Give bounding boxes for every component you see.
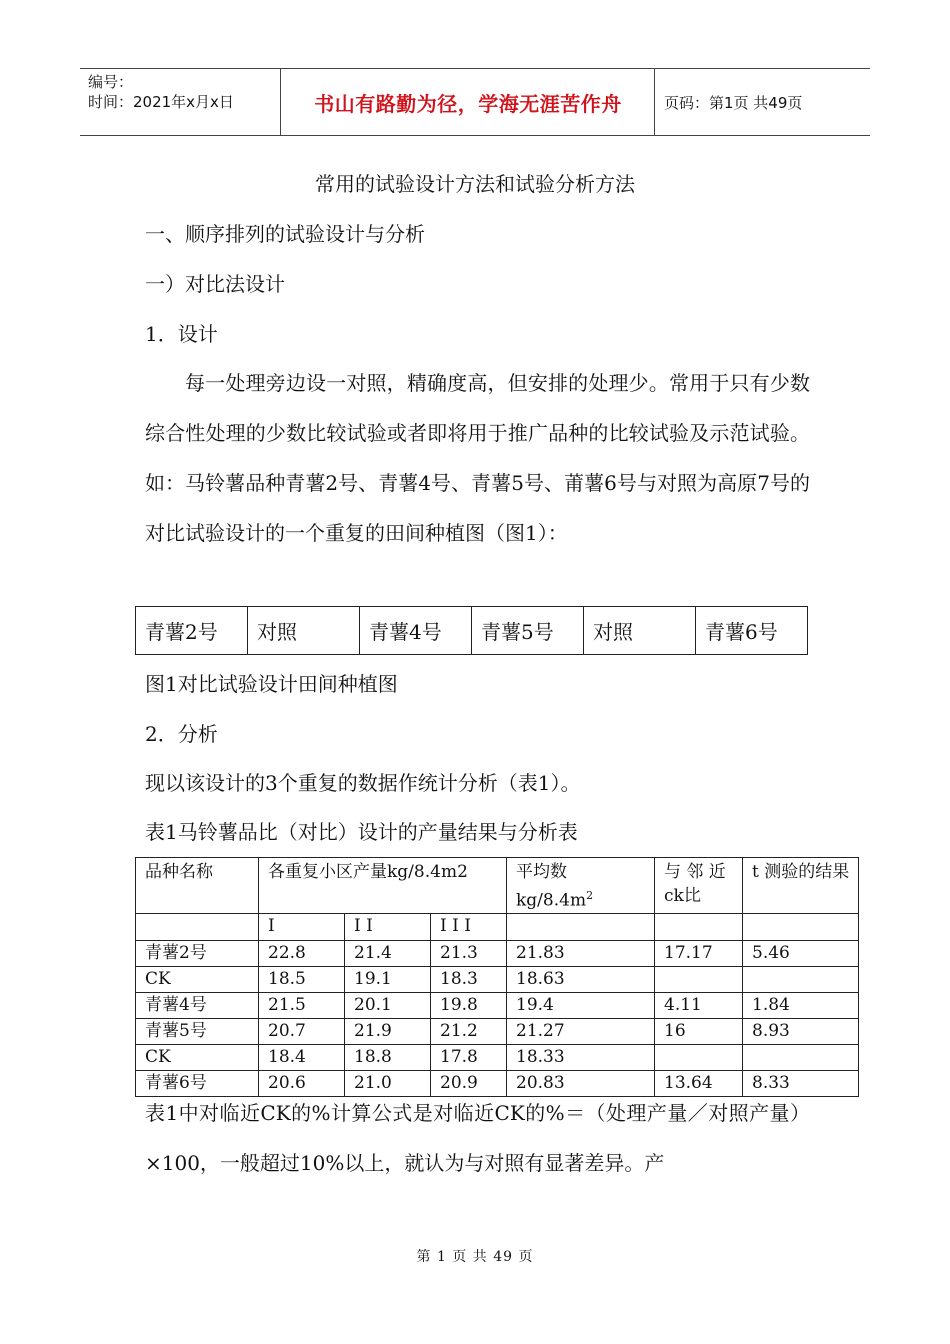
plot-cell: 青薯2号 [136,607,248,655]
empty-cell [743,913,859,940]
header-mean-line2: kg/8.4m [516,890,587,911]
cell-variety: CK [136,1044,259,1070]
cell-rep2: 19.1 [345,966,431,992]
figure-caption: 图1对比试验设计田间种植图 [145,672,398,696]
table-header-row [136,858,859,914]
cell-mean: 18.33 [507,1044,655,1070]
cell-variety: CK [136,966,259,992]
header-divider [280,68,281,136]
cell-rep2: 21.0 [345,1070,431,1096]
item-heading: 1．设计 [145,322,218,346]
header-ratio: 与 邻 近 ck比 [655,858,743,914]
table-row [136,1018,859,1044]
cell-rep1: 21.5 [259,992,345,1018]
date-label: 时间：2021年x月x日 [88,93,234,111]
paragraph-design: 每一处理旁边设一对照，精确度高，但安排的处理少。常用于只有少数综合性处理的少数比较试验或者即将用于推广品种的比较试验及示范试验。如：马铃薯品种青薯2号、青薯4号、青薯5号、莆薯6号与对照为高原7号的对比试验设计的一个重复的田间种植图（图1）： [145,371,810,545]
cell-variety: 青薯4号 [136,992,259,1018]
cell-ttest: 1.84 [743,992,859,1018]
cell-rep3: 19.8 [431,992,507,1018]
cell-rep3: 21.2 [431,1018,507,1044]
document-title: 常用的试验设计方法和试验分析方法 [315,172,635,196]
plot-cell: 青薯5号 [472,607,584,655]
header-plot-yield: 各重复小区产量kg/8.4m2 [259,858,507,914]
number-label: 编号： [88,73,134,91]
cell-ratio: 4.11 [655,992,743,1018]
empty-cell [655,913,743,940]
cell-rep3: 17.8 [431,1044,507,1070]
header-meta [88,72,234,112]
cell-ttest: 8.93 [743,1018,859,1044]
table-subheader-row [136,913,859,940]
subsection-heading: 一）对比法设计 [145,272,285,296]
cell-rep1: 20.6 [259,1070,345,1096]
page-footer: 第 1 页 共 49 页 [416,1249,534,1265]
header-top-rule [80,68,870,69]
header-divider [654,68,655,136]
cell-rep2: 18.8 [345,1044,431,1070]
plot-cell: 青薯6号 [696,607,808,655]
header-mean-line1: 平均数 [516,862,567,882]
plot-cell: 对照 [584,607,696,655]
cell-ratio [655,1044,743,1070]
cell-rep2: 21.9 [345,1018,431,1044]
cell-ttest [743,1044,859,1070]
header-ttest: t 测验的结果 [743,858,859,914]
cell-mean: 19.4 [507,992,655,1018]
item-heading: 2．分析 [145,722,218,746]
table-row [136,992,859,1018]
cell-ratio: 13.64 [655,1070,743,1096]
yield-table [135,857,859,1097]
subheader-rep3: I I I [431,913,507,940]
section-heading: 一、顺序排列的试验设计与分析 [145,222,425,246]
table-row [136,940,859,966]
cell-ttest: 5.46 [743,940,859,966]
header-motto: 书山有路勤为径，学海无涯苦作舟 [314,92,622,116]
cell-rep1: 22.8 [259,940,345,966]
plot-cell: 青薯4号 [360,607,472,655]
cell-variety: 青薯6号 [136,1070,259,1096]
subheader-rep1: I [259,913,345,940]
paragraph-formula: 表1中对临近CK的%计算公式是对临近CK的%＝（处理产量／对照产量） ×100，一般超过10%以上，就认为与对照有显著差异。产 [145,1101,810,1175]
empty-cell [507,913,655,940]
cell-mean: 21.27 [507,1018,655,1044]
cell-rep3: 21.3 [431,940,507,966]
empty-cell [136,913,259,940]
cell-rep2: 21.4 [345,940,431,966]
header-page-info: 页码：第1页 共49页 [664,94,803,112]
cell-variety: 青薯5号 [136,1018,259,1044]
table-row [136,1044,859,1070]
cell-ttest [743,966,859,992]
cell-ratio: 16 [655,1018,743,1044]
cell-mean: 21.83 [507,940,655,966]
cell-ratio [655,966,743,992]
subheader-rep2: I I [345,913,431,940]
field-layout-figure [135,606,808,655]
cell-variety: 青薯2号 [136,940,259,966]
header-bottom-rule [80,135,870,136]
cell-ttest: 8.33 [743,1070,859,1096]
cell-rep2: 20.1 [345,992,431,1018]
cell-rep1: 18.5 [259,966,345,992]
header-mean [507,858,655,914]
plot-cell: 对照 [248,607,360,655]
cell-ratio: 17.17 [655,940,743,966]
cell-rep3: 18.3 [431,966,507,992]
table-row [136,966,859,992]
table-caption: 表1马铃薯品比（对比）设计的产量结果与分析表 [145,820,578,844]
cell-rep1: 20.7 [259,1018,345,1044]
cell-rep3: 20.9 [431,1070,507,1096]
cell-rep1: 18.4 [259,1044,345,1070]
paragraph-analysis: 现以该设计的3个重复的数据作统计分析（表1）。 [145,771,581,795]
cell-mean: 18.63 [507,966,655,992]
cell-mean: 20.83 [507,1070,655,1096]
header-variety: 品种名称 [136,858,259,914]
page-header [80,68,870,136]
header-mean-sup: 2 [586,889,594,902]
